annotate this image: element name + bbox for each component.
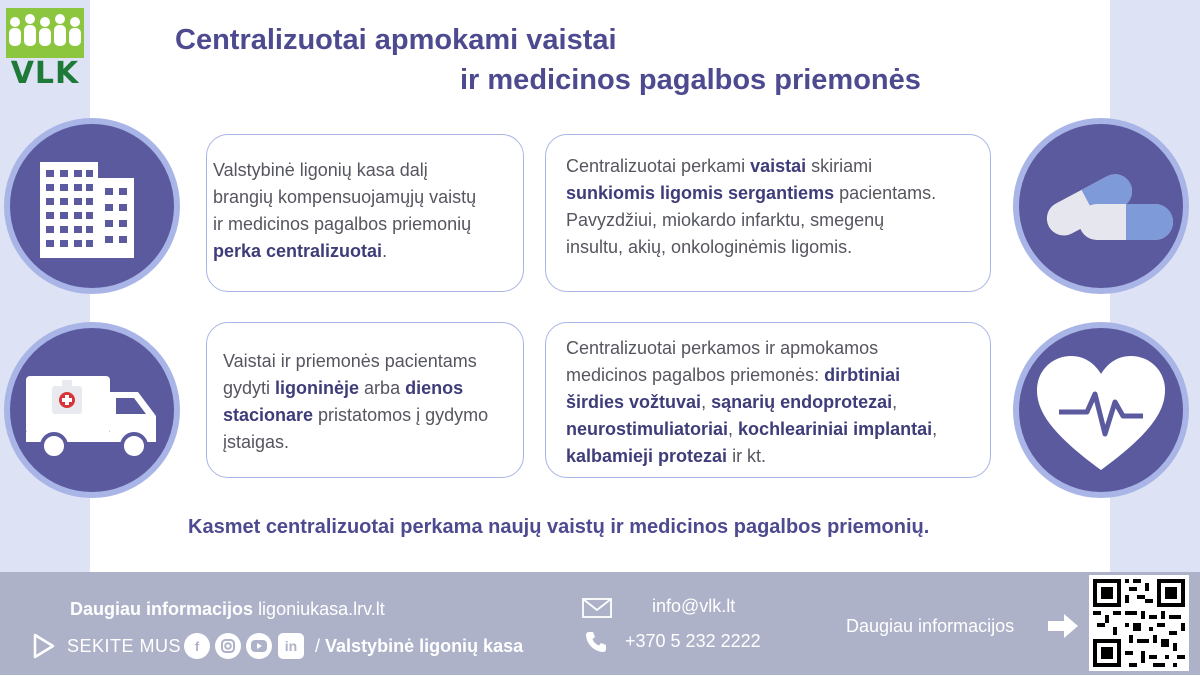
qr-more-info-label[interactable]: Daugiau informacijos bbox=[846, 616, 1015, 636]
info-card-medical-aids bbox=[545, 322, 991, 478]
card-line: Vaistai ir priemonės pacientams bbox=[223, 351, 477, 371]
card-text: ir kt. bbox=[727, 446, 767, 466]
card-line: Centralizuotai perkamos ir apmokamos bbox=[566, 338, 879, 358]
card-bold: sąnarių endoprotezai bbox=[711, 392, 893, 412]
card-line bbox=[566, 153, 990, 180]
follow-us-label: SEKITE MUS bbox=[67, 636, 182, 656]
footer-website-link[interactable]: ligoniukasa.lrv.lt bbox=[258, 599, 385, 619]
page-title-line2: ir medicinos pagalbos priemonės bbox=[460, 64, 921, 96]
card-text: skiriami bbox=[806, 156, 873, 176]
card-text: , bbox=[728, 419, 739, 439]
qr-code[interactable] bbox=[1089, 575, 1189, 671]
contact-phone[interactable]: +370 5 232 2222 bbox=[625, 631, 761, 651]
contact-email[interactable]: info@vlk.lt bbox=[652, 596, 736, 616]
info-card-medicines bbox=[545, 134, 991, 292]
card-line: įstaigas. bbox=[223, 432, 290, 452]
card-line: brangių kompensuojamųjų vaistų bbox=[213, 187, 477, 207]
heart-pulse-icon bbox=[1013, 322, 1189, 498]
footer bbox=[0, 572, 1200, 675]
info-card-centralized-purchase bbox=[206, 134, 524, 292]
card-text: gydyti bbox=[223, 378, 276, 398]
card-line bbox=[223, 375, 523, 402]
card-text: pacientams. bbox=[834, 183, 937, 203]
card-bold: dienos bbox=[405, 378, 464, 398]
footer-more-info-label: Daugiau informacijos bbox=[70, 599, 254, 619]
card-bold: vaistai bbox=[750, 156, 807, 176]
card-text: , bbox=[932, 419, 938, 439]
card-bold: ligoninėje bbox=[275, 378, 360, 398]
card-text: , bbox=[701, 392, 712, 412]
card-line bbox=[566, 180, 990, 207]
card-bold: dirbtiniai bbox=[824, 365, 901, 385]
summary-statement: Kasmet centralizuotai perkama naujų vaistų ir medicinos pagalbos priemonių. bbox=[188, 516, 930, 538]
card-text: arba bbox=[359, 378, 406, 398]
card-line bbox=[566, 389, 990, 416]
arrow-right-icon bbox=[1046, 612, 1080, 640]
card-bold: neurostimuliatoriai bbox=[566, 419, 729, 439]
card-line bbox=[566, 416, 990, 443]
youtube-icon[interactable] bbox=[246, 633, 272, 659]
card-line: insultu, akių, onkologinėmis ligomis. bbox=[566, 237, 853, 257]
org-name: Valstybinė ligonių kasa bbox=[325, 636, 524, 656]
page-title-line1: Centralizuotai apmokami vaistai bbox=[175, 24, 617, 56]
card-bold: stacionare bbox=[223, 405, 314, 425]
card-line bbox=[566, 362, 990, 389]
hospital-building-icon bbox=[4, 118, 180, 294]
card-line: Pavyzdžiui, miokardo infarktu, smegenų bbox=[566, 210, 885, 230]
play-arrow-icon bbox=[32, 633, 56, 659]
pills-icon bbox=[1013, 118, 1189, 294]
info-card-delivery bbox=[206, 322, 524, 478]
phone-icon bbox=[584, 630, 608, 654]
card-line bbox=[223, 402, 523, 429]
card-text: . bbox=[382, 241, 388, 261]
card-line: ir medicinos pagalbos priemonių bbox=[213, 214, 472, 234]
card-line: Valstybinė ligonių kasa dalį bbox=[213, 160, 428, 180]
org-separator: / bbox=[315, 636, 321, 656]
card-line bbox=[566, 443, 990, 470]
logo-text: VLK bbox=[10, 56, 80, 91]
delivery-truck-icon bbox=[4, 322, 180, 498]
card-bold: kochleariniai implantai bbox=[738, 419, 933, 439]
card-bold: kalbamieji protezai bbox=[566, 446, 728, 466]
footer-more-info bbox=[70, 599, 385, 620]
instagram-icon[interactable] bbox=[215, 633, 241, 659]
organization-name bbox=[315, 636, 523, 657]
linkedin-icon[interactable]: in bbox=[278, 633, 304, 659]
card-bold: širdies vožtuvai bbox=[566, 392, 702, 412]
facebook-icon[interactable]: f bbox=[184, 633, 210, 659]
card-bold: sunkiomis ligomis sergantiems bbox=[566, 183, 835, 203]
card-text: , bbox=[892, 392, 898, 412]
vlk-logo bbox=[6, 8, 84, 91]
mail-icon bbox=[582, 598, 612, 618]
card-line bbox=[213, 238, 523, 265]
card-text: medicinos pagalbos priemonės: bbox=[566, 365, 825, 385]
card-text: pristatomos į gydymo bbox=[313, 405, 489, 425]
card-bold: perka centralizuotai bbox=[213, 241, 383, 261]
card-text: Centralizuotai perkami bbox=[566, 156, 751, 176]
